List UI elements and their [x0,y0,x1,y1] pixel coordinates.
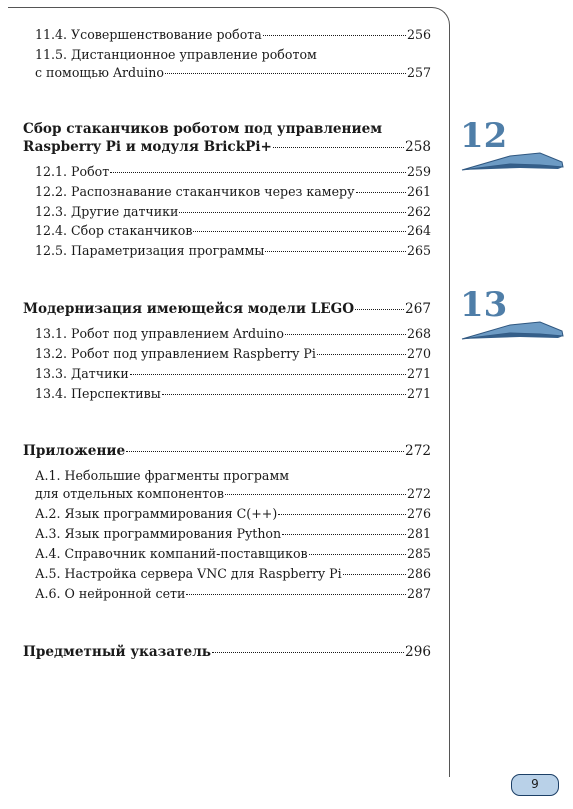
toc-entry-a6[interactable] [35,585,431,602]
toc-entry-page: 272 [405,443,431,459]
toc-entry-page: 265 [406,243,431,258]
leader-dots [162,394,406,395]
chapter-marker-13 [460,287,570,357]
toc-entry-title: 13.2. Робот под управлением Raspberry Pi [35,346,316,361]
toc-entry-12-3[interactable] [35,203,431,220]
toc-entry-page: 296 [405,644,431,660]
toc-entry-title: А.3. Язык программирования Python [35,526,282,541]
toc-entry-title: А.4. Справочник компаний-поставщиков [35,546,308,561]
chapter-tab-icon [460,148,568,188]
leader-dots [282,534,406,535]
toc-entry-title: с помощью Arduino [35,65,164,80]
chapter-marker-12 [460,118,570,188]
toc-entry-page: 256 [406,27,431,42]
toc-entry-title: 12.2. Распознавание стаканчиков через камеру [35,184,355,199]
toc-chapter-12[interactable] [23,139,431,156]
toc-entry-13-1[interactable] [35,325,431,342]
toc-entry-page: 257 [406,65,431,80]
toc-entry-page: 261 [406,184,431,199]
toc-entry-title: 12.3. Другие датчики [35,204,179,219]
toc-entry-page: 259 [406,164,431,179]
toc-entry-a4[interactable] [35,545,431,562]
toc-chapter-12-line1[interactable]: Сбор стаканчиков роботом под управлением [23,121,383,137]
toc-index[interactable] [23,644,431,661]
leader-dots [317,354,406,355]
leader-dots [193,231,405,232]
toc-entry-12-2[interactable] [35,183,431,200]
toc-entry-a5[interactable] [35,565,431,582]
toc-entry-title: 12.5. Параметризация программы [35,243,265,258]
toc-entry-a1[interactable] [35,485,431,502]
toc-entry-title: 11.4. Усовершенствование робота [35,27,262,42]
toc-entry-title: для отдельных компонентов [35,486,224,501]
toc-entry-page: 272 [406,486,431,501]
leader-dots [309,554,406,555]
toc-entry-page: 271 [406,366,431,381]
toc-entry-title: Raspberry Pi и модуля BrickPi+ [23,139,272,155]
toc-entry-title: Модернизация имеющейся модели LEGO [23,301,355,317]
leader-dots [110,172,406,173]
toc-entry-12-1[interactable] [35,163,431,180]
page-number-badge [511,774,559,796]
toc-entry-title: 13.1. Робот под управлением Arduino [35,326,284,341]
toc-entry-page: 286 [406,566,431,581]
toc-entry-13-4[interactable] [35,385,431,402]
leader-dots [225,494,406,495]
leader-dots [265,251,406,252]
leader-dots [212,652,404,653]
leader-dots [355,309,404,310]
leader-dots [273,147,404,148]
toc-entry-11-5-line1[interactable]: 11.5. Дистанционное управление роботом [35,47,317,62]
leader-dots [278,514,406,515]
toc-entry-page: 281 [406,526,431,541]
toc-entry-page: 262 [406,204,431,219]
toc-entry-a3[interactable] [35,525,431,542]
toc-entry-11-4[interactable] [35,26,431,43]
leader-dots [165,73,406,74]
toc-entry-title: 13.3. Датчики [35,366,129,381]
toc-entry-13-2[interactable] [35,345,431,362]
toc-entry-page: 287 [406,586,431,601]
toc-entry-title: 12.4. Сбор стаканчиков [35,223,193,238]
leader-dots [356,192,406,193]
chapter-tab-icon [460,317,568,357]
toc-appendix[interactable] [23,443,431,460]
toc-entry-12-4[interactable] [35,222,431,239]
toc-entry-title: А.5. Настройка сервера VNC для Raspberry Pi [35,566,342,581]
toc-entry-page: 264 [406,223,431,238]
toc-entry-title: Предметный указатель [23,644,212,660]
toc-entry-page: 271 [406,386,431,401]
toc-entry-a1-line1[interactable]: А.1. Небольшие фрагменты программ [35,468,290,483]
toc-entry-13-3[interactable] [35,365,431,382]
chapter-number: 12 [460,116,508,156]
toc-entry-11-5[interactable] [35,64,431,81]
toc-entry-title: Приложение [23,443,126,459]
toc-entry-title: А.2. Язык программирования C(++) [35,506,278,521]
leader-dots [285,334,406,335]
toc-entry-page: 267 [405,301,431,317]
toc-chapter-13[interactable] [23,301,431,318]
leader-dots [263,35,406,36]
toc-entry-12-5[interactable] [35,242,431,259]
toc-entry-page: 285 [406,546,431,561]
toc-entry-title: А.6. О нейронной сети [35,586,186,601]
toc-entry-page: 270 [406,346,431,361]
chapter-number: 13 [460,285,508,325]
page-number: 9 [531,777,539,791]
toc-entry-title: 12.1. Робот [35,164,110,179]
leader-dots [343,574,406,575]
leader-dots [130,374,406,375]
toc-entry-page: 258 [405,139,431,155]
leader-dots [126,451,404,452]
toc-entry-title: 13.4. Перспективы [35,386,161,401]
leader-dots [186,594,406,595]
toc-entry-page: 268 [406,326,431,341]
leader-dots [179,212,406,213]
toc-entry-page: 276 [406,506,431,521]
toc-entry-a2[interactable] [35,505,431,522]
